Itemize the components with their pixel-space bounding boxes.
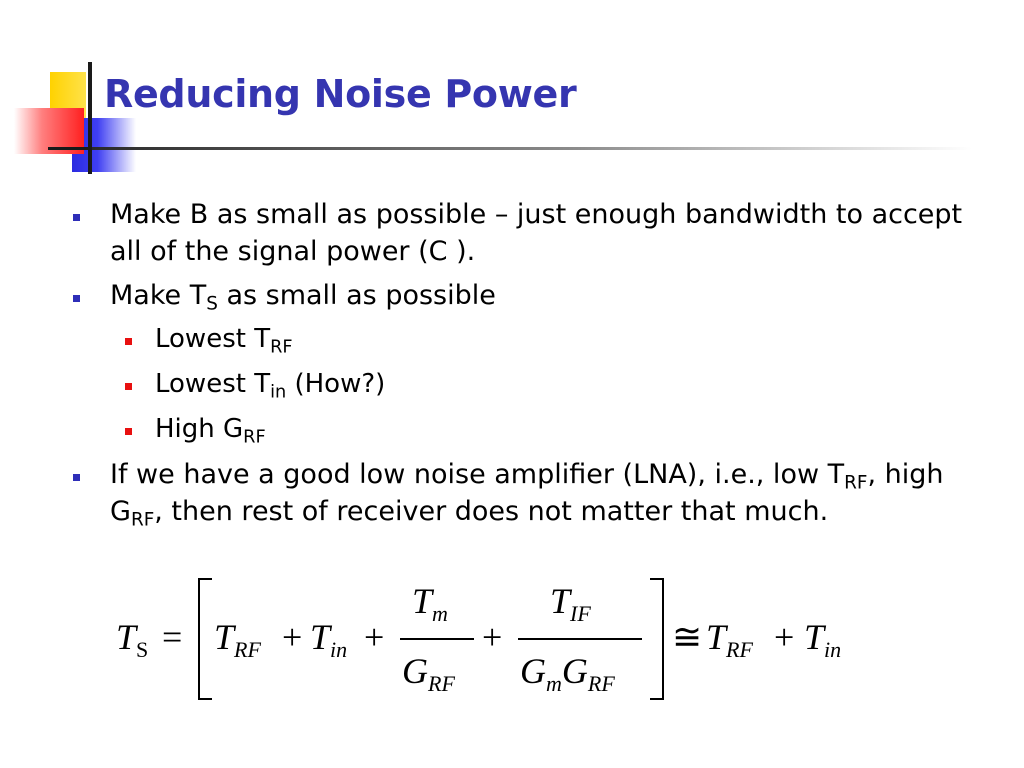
- slide-title: Reducing Noise Power: [104, 72, 577, 116]
- bullet-text: as small as possible: [217, 280, 496, 311]
- fraction1-numerator: $T_m$: [412, 581, 448, 626]
- bullet-subscript: RF: [130, 509, 155, 531]
- fraction2-denominator: $G_mG_{RF}$: [520, 651, 615, 696]
- vertical-line-decoration: [88, 62, 92, 174]
- bullet-text: , then rest of receiver does not matter that much.: [154, 496, 829, 527]
- bullet-item: [70, 196, 970, 270]
- bullet-item: [70, 277, 970, 314]
- bullet-text: If we have a good low noise amplifier (LNA), i.e., low T: [110, 459, 845, 490]
- sub-bullet-item: [70, 411, 970, 448]
- left-bracket: [198, 578, 212, 700]
- sub-bullet-text: Lowest T: [155, 324, 271, 354]
- right-bracket: [650, 578, 664, 700]
- plus-sign: +: [282, 617, 303, 657]
- term-t-in: $T_{in}$: [310, 617, 348, 662]
- sub-bullet-text: Lowest T: [155, 369, 271, 399]
- equation-lhs: $T_S$: [116, 617, 149, 662]
- term-t-in-approx: $T_{in}$: [804, 617, 842, 662]
- bullet-text: , high G: [110, 459, 944, 527]
- approx-equal-sign: ≅: [672, 617, 703, 657]
- sub-bullet-subscript: RF: [270, 337, 293, 358]
- sub-bullet-item: [70, 321, 970, 358]
- plus-sign: +: [774, 617, 795, 657]
- equals-sign: =: [162, 617, 183, 657]
- title-underline: [92, 147, 972, 150]
- fraction1-denominator: $G_{RF}$: [402, 651, 455, 696]
- bullet-item: [70, 456, 970, 530]
- sub-bullet-subscript: in: [270, 382, 287, 403]
- sub-bullet-subscript: RF: [243, 427, 266, 448]
- bullet-subscript: RF: [844, 472, 868, 494]
- term-t-rf-approx: $T_{RF}$: [706, 617, 753, 662]
- plus-sign: +: [482, 617, 503, 657]
- term-t-rf: $T_{RF}$: [214, 617, 261, 662]
- bullet-text: Make T: [110, 280, 207, 311]
- fraction2-bar: [518, 638, 642, 640]
- sub-bullet-item: [70, 366, 970, 403]
- bullet-subscript: S: [206, 293, 218, 315]
- sub-bullet-text: (How?): [286, 369, 386, 399]
- bullet-text: Make B as small as possible – just enough bandwidth to accept all of the signal power (C ).: [110, 199, 963, 267]
- fraction2-numerator: $T_{IF}$: [550, 581, 591, 626]
- bullet-list: [70, 196, 970, 537]
- plus-sign: +: [364, 617, 385, 657]
- sub-bullet-text: High G: [155, 414, 244, 444]
- fraction1-bar: [400, 638, 474, 640]
- noise-temperature-equation: [110, 576, 870, 700]
